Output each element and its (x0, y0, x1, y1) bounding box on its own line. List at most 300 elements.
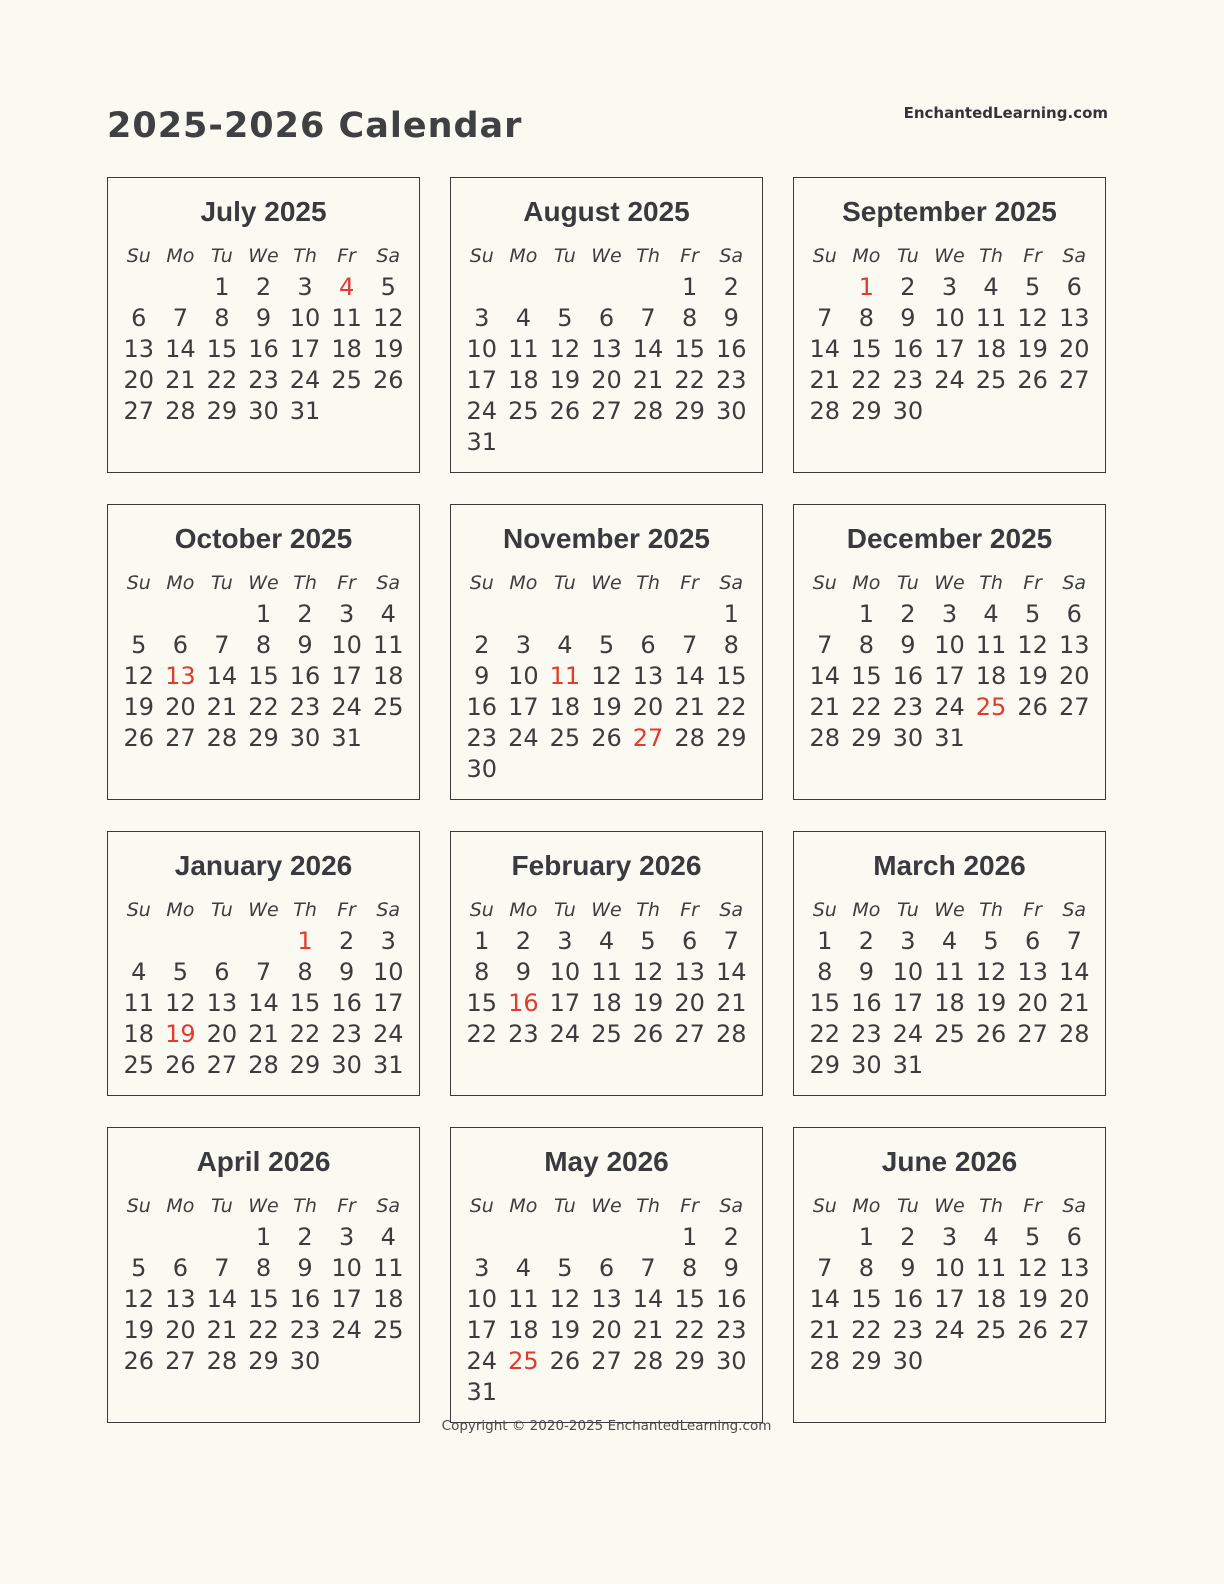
day-cell: 28 (206, 1347, 238, 1375)
day-cell: 23 (289, 1316, 321, 1344)
empty-cell (118, 599, 160, 630)
day-cell: 18 (508, 1316, 539, 1344)
day-cell: 29 (851, 397, 882, 425)
day-cell: 19 (975, 989, 1007, 1017)
day-cell: 2 (297, 1223, 313, 1251)
day-cell: 24 (372, 1020, 404, 1048)
day-cell: 26 (975, 1020, 1007, 1048)
day-cell: 10 (466, 335, 498, 363)
day-cell: 17 (934, 335, 965, 363)
day-cell: 24 (331, 1316, 362, 1344)
day-cell: 19 (1017, 1285, 1048, 1313)
day-cell: 6 (640, 631, 656, 659)
day-cell: 12 (975, 958, 1007, 986)
day-cell: 14 (248, 989, 279, 1017)
day-cell: 6 (1066, 1223, 1082, 1251)
day-cell: 15 (851, 662, 882, 690)
weekday-label: We (591, 572, 622, 594)
empty-cell (627, 599, 669, 630)
day-cell: 26 (1017, 1316, 1048, 1344)
day-cell: 4 (983, 600, 999, 628)
day-cell: 7 (214, 1254, 230, 1282)
day-cell: 22 (674, 366, 705, 394)
day-cell: 22 (248, 693, 279, 721)
weekday-label: Fr (680, 1195, 699, 1217)
day-cell: 26 (372, 366, 404, 394)
day-cell: 24 (331, 693, 362, 721)
day-cell: 22 (248, 1316, 279, 1344)
day-cell: 6 (172, 631, 188, 659)
weekday-label: We (934, 899, 965, 921)
weekday-label: Su (126, 572, 151, 594)
day-cell: 13 (591, 335, 622, 363)
day-cell: 5 (380, 273, 396, 301)
month-october-2025 (107, 504, 420, 800)
month-grid (804, 567, 1095, 754)
day-cell: 13 (1058, 304, 1090, 332)
weekday-label: Tu (211, 1195, 233, 1217)
day-cell: 24 (466, 1347, 498, 1375)
day-cell: 16 (715, 1285, 747, 1313)
day-cell: 20 (206, 1020, 238, 1048)
month-title: January 2026 (174, 850, 353, 881)
month-november-2025 (450, 504, 763, 800)
day-cell: 14 (674, 662, 705, 690)
day-cell: 30 (466, 755, 498, 783)
day-cell: 12 (549, 335, 581, 363)
month-grid (804, 1190, 1095, 1377)
weekday-label: Tu (211, 899, 233, 921)
day-cell: 1 (474, 927, 490, 955)
day-cell: 5 (640, 927, 656, 955)
day-cell: 27 (206, 1051, 238, 1079)
day-cell: 16 (289, 1285, 321, 1313)
day-cell: 3 (338, 1223, 355, 1251)
month-title: June 2026 (881, 1146, 1018, 1177)
day-cell: 12 (123, 1285, 155, 1313)
day-cell: 1 (858, 600, 874, 628)
day-cell: 25 (591, 1020, 622, 1048)
weekday-label: Tu (897, 1195, 919, 1217)
empty-cell (160, 272, 202, 303)
day-cell: 25 (123, 1051, 155, 1079)
day-cell: 29 (851, 724, 882, 752)
day-cell: 14 (206, 662, 238, 690)
day-cell: 5 (983, 927, 999, 955)
day-cell: 10 (331, 631, 362, 659)
page-title: 2025-2026 Calendar (107, 106, 523, 146)
day-cell: 14 (206, 1285, 238, 1313)
day-cell: 26 (1017, 693, 1048, 721)
weekday-label: Mo (166, 899, 195, 921)
day-cell: 9 (297, 631, 313, 659)
day-cell: 2 (723, 273, 739, 301)
day-cell: 14 (632, 335, 664, 363)
day-cell: 10 (289, 304, 321, 332)
month-title: November 2025 (502, 523, 710, 554)
day-cell: 3 (557, 927, 573, 955)
empty-cell (201, 599, 243, 630)
day-cell: 11 (331, 304, 362, 332)
day-cell: 5 (1024, 1223, 1041, 1251)
day-cell: 22 (809, 1020, 841, 1048)
day-cell: 28 (248, 1051, 279, 1079)
day-cell: 25 (508, 397, 539, 425)
weekday-label: We (591, 899, 622, 921)
day-cell: 24 (549, 1020, 581, 1048)
day-cell: 29 (206, 397, 238, 425)
empty-cell (461, 1222, 503, 1253)
day-cell: 6 (1066, 600, 1082, 628)
weekday-label: Th (293, 1195, 317, 1217)
day-cell: 20 (591, 1316, 622, 1344)
day-cell: 13 (165, 1285, 196, 1313)
weekday-label: Sa (1062, 572, 1087, 594)
weekday-label: Su (126, 899, 151, 921)
day-cell: 8 (858, 631, 874, 659)
day-cell: 28 (165, 397, 196, 425)
day-cell: 31 (372, 1051, 404, 1079)
weekday-label: Sa (719, 572, 744, 594)
day-cell: 30 (289, 724, 321, 752)
weekday-label: Tu (554, 572, 576, 594)
day-cell: 5 (1024, 273, 1041, 301)
day-cell: 29 (674, 397, 705, 425)
day-cell: 19 (123, 1316, 155, 1344)
day-cell: 10 (331, 1254, 362, 1282)
holiday-day-cell: 16 (508, 989, 539, 1017)
day-cell: 27 (591, 1347, 622, 1375)
day-cell: 26 (1017, 366, 1048, 394)
day-cell: 3 (941, 273, 958, 301)
weekday-label: We (934, 572, 965, 594)
day-cell: 18 (975, 662, 1007, 690)
day-cell: 12 (591, 662, 622, 690)
day-cell: 21 (715, 989, 747, 1017)
empty-cell (804, 599, 846, 630)
day-cell: 23 (715, 1316, 747, 1344)
day-cell: 9 (900, 631, 916, 659)
weekday-label: We (248, 572, 279, 594)
day-cell: 7 (817, 1254, 833, 1282)
day-cell: 15 (715, 662, 747, 690)
day-cell: 2 (297, 600, 313, 628)
holiday-day-cell: 11 (549, 662, 581, 690)
day-cell: 10 (508, 662, 539, 690)
holiday-day-cell: 4 (338, 273, 355, 301)
day-cell: 15 (248, 1285, 279, 1313)
month-grid (461, 1190, 752, 1408)
day-cell: 17 (289, 335, 321, 363)
day-cell: 7 (1066, 927, 1082, 955)
day-cell: 15 (851, 1285, 882, 1313)
month-grid (461, 567, 752, 785)
day-cell: 18 (372, 1285, 404, 1313)
weekday-label: Mo (509, 572, 538, 594)
day-cell: 17 (466, 1316, 498, 1344)
day-cell: 21 (248, 1020, 279, 1048)
day-cell: 16 (892, 662, 924, 690)
weekday-label: Mo (852, 245, 881, 267)
day-cell: 21 (632, 366, 664, 394)
day-cell: 20 (591, 366, 622, 394)
day-cell: 3 (380, 927, 396, 955)
weekday-label: Th (293, 899, 317, 921)
day-cell: 23 (892, 693, 924, 721)
day-cell: 8 (214, 304, 230, 332)
site-name: EnchantedLearning.com (903, 104, 1108, 122)
day-cell: 30 (892, 397, 924, 425)
day-cell: 15 (674, 335, 705, 363)
weekday-label: Sa (1062, 1195, 1087, 1217)
day-cell: 23 (248, 366, 279, 394)
day-cell: 12 (123, 662, 155, 690)
day-cell: 20 (165, 1316, 196, 1344)
day-cell: 24 (934, 366, 965, 394)
day-cell: 27 (591, 397, 622, 425)
weekday-label: Th (293, 245, 317, 267)
day-cell: 23 (892, 1316, 924, 1344)
day-cell: 18 (549, 693, 581, 721)
day-cell: 22 (206, 366, 238, 394)
day-cell: 15 (674, 1285, 705, 1313)
day-cell: 26 (549, 397, 581, 425)
day-cell: 9 (338, 958, 355, 986)
empty-cell (118, 1222, 160, 1253)
weekday-label: Tu (554, 1195, 576, 1217)
day-cell: 1 (255, 1223, 272, 1251)
day-cell: 27 (123, 397, 155, 425)
day-cell: 8 (681, 304, 698, 332)
day-cell: 21 (165, 366, 196, 394)
day-cell: 7 (681, 631, 698, 659)
day-cell: 28 (206, 724, 238, 752)
month-title: October 2025 (174, 523, 353, 554)
day-cell: 30 (851, 1051, 882, 1079)
day-cell: 16 (851, 989, 882, 1017)
day-cell: 31 (289, 397, 321, 425)
weekday-label: Sa (376, 245, 401, 267)
day-cell: 6 (1024, 927, 1041, 955)
day-cell: 17 (934, 662, 965, 690)
day-cell: 16 (331, 989, 362, 1017)
month-may-2026 (450, 1127, 763, 1423)
weekday-label: We (934, 1195, 965, 1217)
day-cell: 11 (975, 1254, 1007, 1282)
day-cell: 9 (255, 304, 272, 332)
day-cell: 11 (934, 958, 965, 986)
day-cell: 6 (1066, 273, 1082, 301)
day-cell: 30 (331, 1051, 362, 1079)
day-cell: 5 (557, 304, 573, 332)
day-cell: 21 (809, 693, 841, 721)
day-cell: 8 (474, 958, 490, 986)
day-cell: 5 (172, 958, 188, 986)
day-cell: 12 (372, 304, 404, 332)
weekday-label: Su (469, 245, 494, 267)
weekday-label: Th (979, 572, 1003, 594)
holiday-day-cell: 13 (165, 662, 196, 690)
day-cell: 3 (941, 1223, 958, 1251)
day-cell: 11 (123, 989, 155, 1017)
day-cell: 3 (297, 273, 313, 301)
day-cell: 15 (466, 989, 498, 1017)
day-cell: 11 (591, 958, 622, 986)
weekday-label: Tu (554, 899, 576, 921)
day-cell: 20 (165, 693, 196, 721)
day-cell: 14 (715, 958, 747, 986)
day-cell: 16 (248, 335, 279, 363)
weekday-label: We (248, 899, 279, 921)
day-cell: 1 (681, 1223, 698, 1251)
day-cell: 27 (165, 1347, 196, 1375)
weekday-label: Th (636, 1195, 660, 1217)
day-cell: 21 (674, 693, 705, 721)
weekday-label: Sa (1062, 245, 1087, 267)
day-cell: 28 (632, 397, 664, 425)
day-cell: 22 (851, 366, 882, 394)
weekday-label: Tu (897, 245, 919, 267)
day-cell: 11 (975, 631, 1007, 659)
month-grid (804, 894, 1095, 1081)
empty-cell (503, 1222, 545, 1253)
day-cell: 30 (715, 1347, 747, 1375)
month-february-2026 (450, 831, 763, 1096)
day-cell: 9 (723, 304, 739, 332)
weekday-label: Mo (852, 899, 881, 921)
copyright-footer: Copyright © 2020-2025 EnchantedLearning.com (441, 1418, 772, 1434)
empty-cell (544, 1222, 586, 1253)
month-march-2026 (793, 831, 1106, 1096)
month-title: April 2026 (196, 1146, 331, 1177)
day-cell: 11 (508, 335, 539, 363)
holiday-day-cell: 25 (975, 693, 1007, 721)
month-december-2025 (793, 504, 1106, 800)
month-title: December 2025 (846, 523, 1053, 554)
empty-cell (544, 272, 586, 303)
weekday-label: Fr (337, 572, 356, 594)
day-cell: 8 (681, 1254, 698, 1282)
day-cell: 10 (549, 958, 581, 986)
empty-cell (627, 1222, 669, 1253)
day-cell: 30 (715, 397, 747, 425)
weekday-label: Fr (680, 572, 699, 594)
holiday-day-cell: 27 (632, 724, 664, 752)
day-cell: 6 (681, 927, 698, 955)
day-cell: 29 (715, 724, 747, 752)
day-cell: 13 (674, 958, 705, 986)
day-cell: 8 (297, 958, 313, 986)
weekday-label: Th (979, 245, 1003, 267)
day-cell: 4 (380, 600, 396, 628)
weekday-label: Mo (852, 1195, 881, 1217)
day-cell: 27 (165, 724, 196, 752)
day-cell: 8 (817, 958, 833, 986)
day-cell: 16 (892, 1285, 924, 1313)
empty-cell (544, 599, 586, 630)
month-title: August 2025 (523, 196, 690, 227)
day-cell: 21 (809, 366, 841, 394)
weekday-label: We (591, 245, 622, 267)
empty-cell (804, 272, 846, 303)
empty-cell (586, 1222, 628, 1253)
day-cell: 29 (289, 1051, 321, 1079)
day-cell: 12 (1017, 1254, 1048, 1282)
month-title: February 2026 (511, 850, 702, 881)
day-cell: 6 (131, 304, 147, 332)
weekday-label: Mo (166, 245, 195, 267)
weekday-label: Su (126, 245, 151, 267)
day-cell: 3 (474, 304, 490, 332)
day-cell: 15 (851, 335, 882, 363)
day-cell: 26 (123, 724, 155, 752)
day-cell: 14 (809, 662, 841, 690)
month-grid (461, 894, 752, 1050)
day-cell: 19 (1017, 335, 1048, 363)
day-cell: 9 (474, 662, 490, 690)
day-cell: 21 (206, 1316, 238, 1344)
day-cell: 10 (892, 958, 924, 986)
day-cell: 22 (851, 693, 882, 721)
empty-cell (160, 926, 202, 957)
day-cell: 23 (851, 1020, 882, 1048)
day-cell: 23 (466, 724, 498, 752)
day-cell: 15 (206, 335, 238, 363)
day-cell: 28 (674, 724, 705, 752)
day-cell: 19 (1017, 662, 1048, 690)
empty-cell (160, 599, 202, 630)
weekday-label: Tu (897, 572, 919, 594)
day-cell: 2 (474, 631, 490, 659)
empty-cell (201, 1222, 243, 1253)
day-cell: 7 (214, 631, 230, 659)
weekday-label: We (248, 245, 279, 267)
day-cell: 19 (372, 335, 404, 363)
day-cell: 4 (515, 1254, 531, 1282)
day-cell: 13 (206, 989, 238, 1017)
day-cell: 8 (255, 631, 272, 659)
day-cell: 17 (466, 366, 498, 394)
weekday-label: Su (469, 899, 494, 921)
day-cell: 31 (331, 724, 362, 752)
day-cell: 18 (123, 1020, 155, 1048)
day-cell: 13 (1058, 1254, 1090, 1282)
day-cell: 22 (715, 693, 747, 721)
weekday-label: Tu (897, 899, 919, 921)
day-cell: 29 (674, 1347, 705, 1375)
day-cell: 20 (1017, 989, 1048, 1017)
day-cell: 9 (900, 1254, 916, 1282)
day-cell: 28 (809, 1347, 841, 1375)
day-cell: 17 (892, 989, 924, 1017)
day-cell: 9 (858, 958, 874, 986)
weekday-label: Th (636, 899, 660, 921)
day-cell: 2 (900, 600, 916, 628)
day-cell: 12 (1017, 631, 1048, 659)
day-cell: 9 (515, 958, 531, 986)
weekday-label: Sa (376, 1195, 401, 1217)
day-cell: 24 (466, 397, 498, 425)
day-cell: 19 (591, 693, 622, 721)
weekday-label: Su (812, 572, 837, 594)
day-cell: 20 (123, 366, 155, 394)
day-cell: 7 (817, 304, 833, 332)
weekday-label: Fr (337, 245, 356, 267)
day-cell: 4 (941, 927, 958, 955)
day-cell: 8 (858, 304, 874, 332)
weekday-label: Tu (554, 245, 576, 267)
weekday-label: Sa (719, 899, 744, 921)
